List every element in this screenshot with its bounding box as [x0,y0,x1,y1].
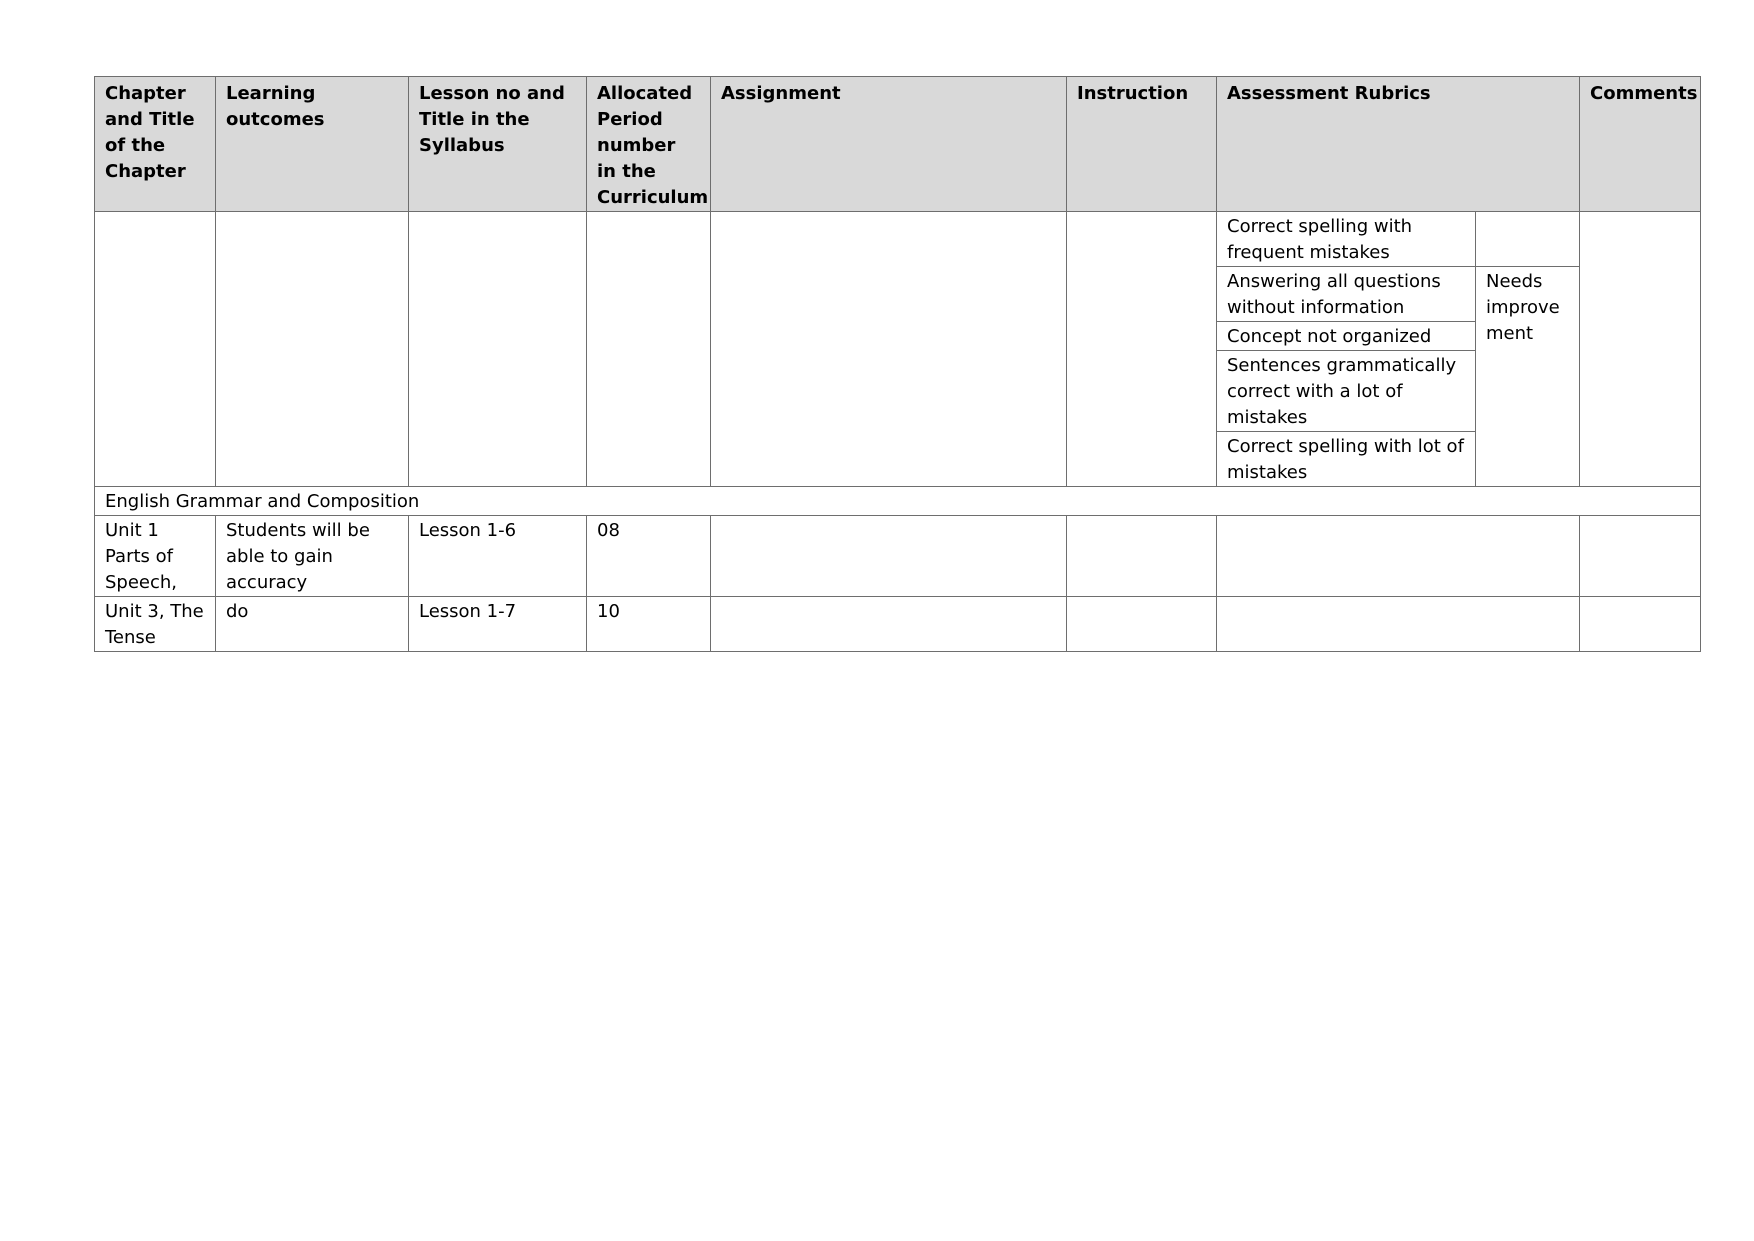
chapter-cell: Unit 3, The Tense [95,597,216,652]
table-row [95,597,1701,652]
period-cell: 10 [587,597,711,652]
header-chapter: Chapter and Title of the Chapter [95,77,216,212]
section-title: English Grammar and Composition [95,487,1701,516]
header-allocated-period: Allocated Period number in the Curriculum [587,77,711,212]
header-lesson: Lesson no and Title in the Syllabus [409,77,587,212]
empty-cell [587,212,711,487]
empty-cell [1580,212,1701,487]
header-comments: Comments [1580,77,1701,212]
learning-outcomes-cell: Students will be able to gain accuracy [216,516,409,597]
lesson-cell: Lesson 1-7 [409,597,587,652]
empty-cell [1067,212,1217,487]
rubric-level: Needs improve ment [1476,267,1580,487]
rubric-criterion: Correct spelling with frequent mistakes [1217,212,1476,267]
instruction-cell [1067,516,1217,597]
learning-outcomes-cell: do [216,597,409,652]
empty-cell [1476,212,1580,267]
empty-cell [711,212,1067,487]
comments-cell [1580,516,1701,597]
comments-cell [1580,597,1701,652]
lesson-plan-table [94,76,1701,652]
rubric-criterion: Answering all questions without information [1217,267,1476,322]
header-instruction: Instruction [1067,77,1217,212]
rubric-criterion: Sentences grammatically correct with a lot of mistakes [1217,351,1476,432]
empty-cell [216,212,409,487]
header-learning-outcomes: Learning outcomes [216,77,409,212]
lesson-cell: Lesson 1-6 [409,516,587,597]
section-row [95,487,1701,516]
header-assignment: Assignment [711,77,1067,212]
assignment-cell [711,516,1067,597]
header-assessment-rubrics: Assessment Rubrics [1217,77,1580,212]
rubric-row [95,212,1701,267]
rubric-criterion: Concept not organized [1217,322,1476,351]
empty-cell [409,212,587,487]
table-row [95,516,1701,597]
header-row [95,77,1701,212]
empty-cell [95,212,216,487]
chapter-cell: Unit 1 Parts of Speech, [95,516,216,597]
assignment-cell [711,597,1067,652]
instruction-cell [1067,597,1217,652]
rubrics-cell [1217,597,1580,652]
rubrics-cell [1217,516,1580,597]
period-cell: 08 [587,516,711,597]
rubric-criterion: Correct spelling with lot of mistakes [1217,432,1476,487]
